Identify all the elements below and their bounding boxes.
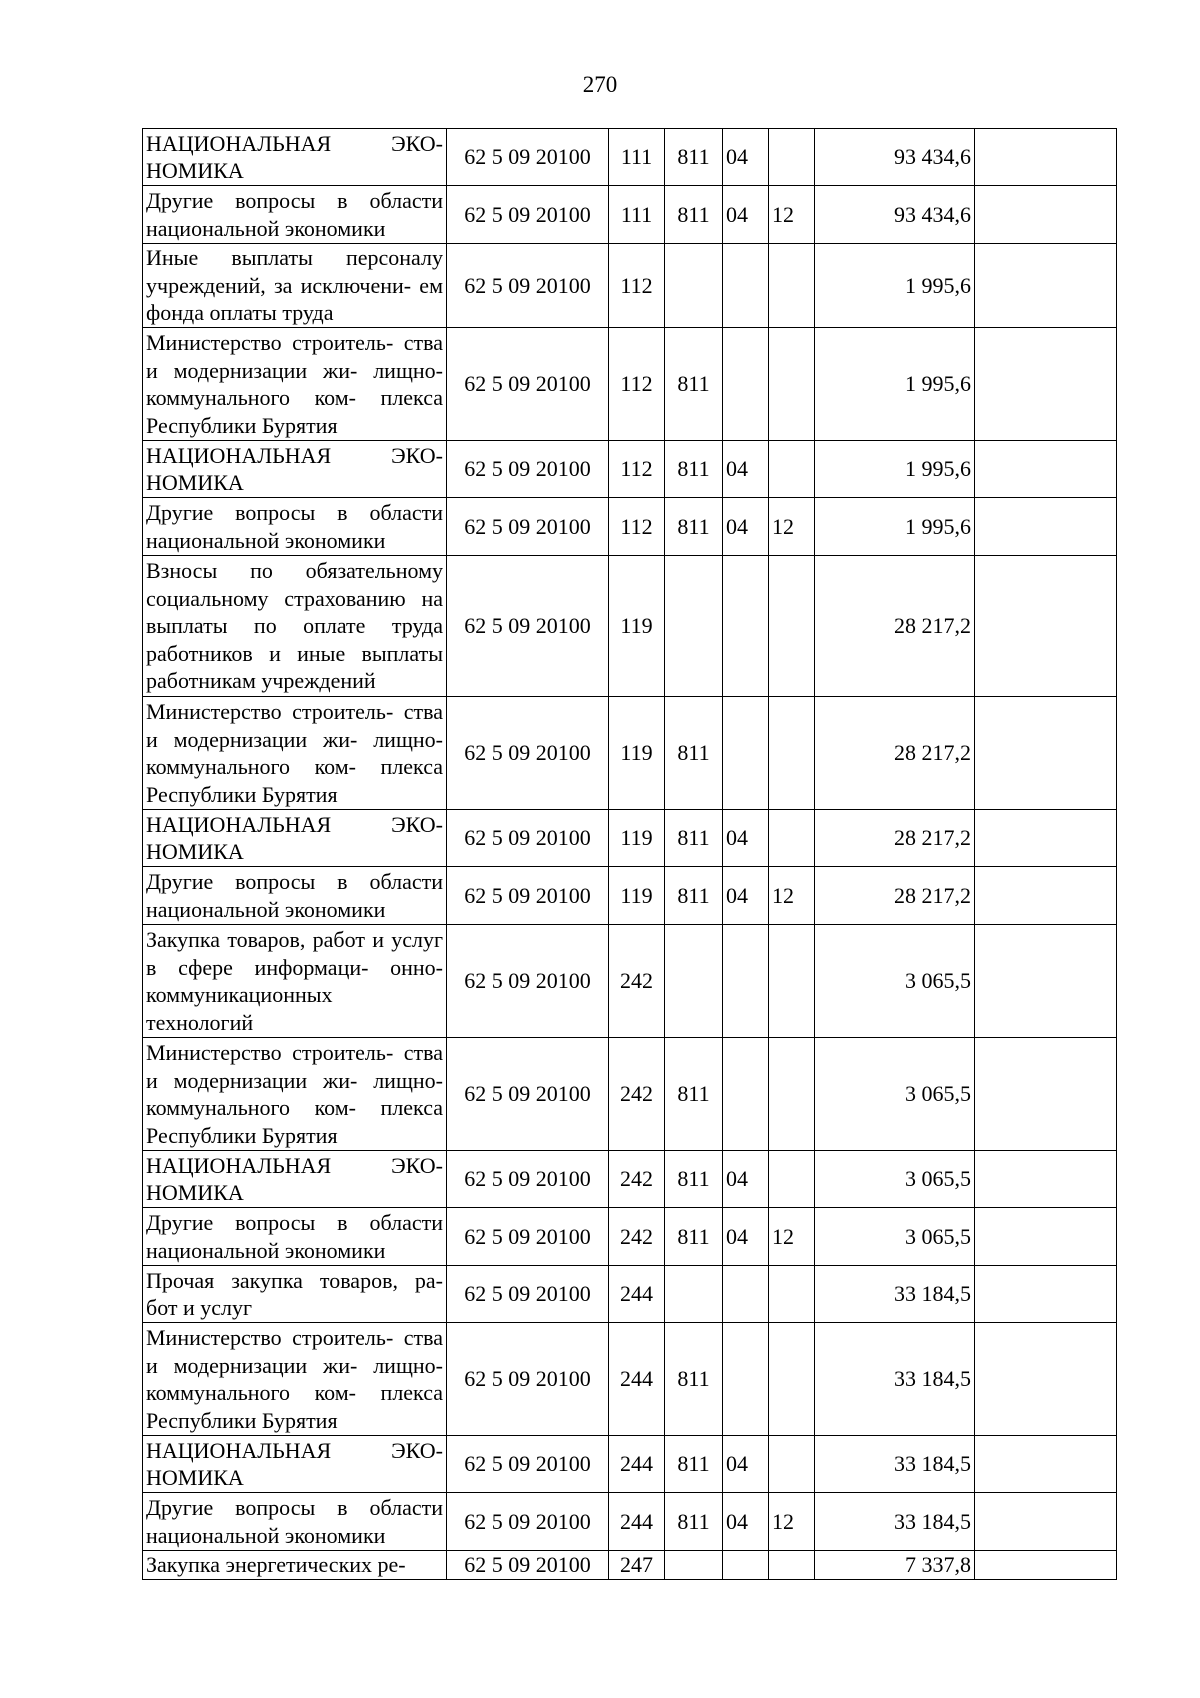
- row-name-cell: Взносы по обязательному социальному страхованию на выплаты по оплате труда работников и иные выплаты работникам учреждений: [143, 556, 447, 697]
- row-name-cell: Другие вопросы в области национальной экономики: [143, 186, 447, 244]
- row-subsection-cell: [769, 129, 815, 186]
- table-row: [143, 1038, 1117, 1151]
- table-row: [143, 697, 1117, 810]
- row-target-code-cell: 62 5 09 20100: [447, 186, 609, 244]
- row-ministry-code-cell: 811: [665, 1323, 723, 1436]
- row-extra-cell: [975, 1151, 1117, 1208]
- row-amount-cell: 33 184,5: [815, 1493, 975, 1551]
- row-expense-type-cell: 111: [609, 129, 665, 186]
- row-name-cell: Иные выплаты персоналу учреждений, за исключени- ем фонда оплаты труда: [143, 244, 447, 328]
- table-row: [143, 925, 1117, 1038]
- row-amount-cell: 93 434,6: [815, 186, 975, 244]
- table-row: [143, 1493, 1117, 1551]
- row-expense-type-cell: 119: [609, 810, 665, 867]
- row-extra-cell: [975, 867, 1117, 925]
- row-expense-type-cell: 242: [609, 925, 665, 1038]
- row-subsection-cell: [769, 441, 815, 498]
- row-ministry-code-cell: 811: [665, 1493, 723, 1551]
- row-amount-cell: 1 995,6: [815, 498, 975, 556]
- row-expense-type-cell: 112: [609, 498, 665, 556]
- row-subsection-cell: 12: [769, 867, 815, 925]
- row-subsection-cell: [769, 1038, 815, 1151]
- row-ministry-code-cell: [665, 925, 723, 1038]
- row-ministry-code-cell: 811: [665, 1038, 723, 1151]
- row-name-cell: НАЦИОНАЛЬНАЯ ЭКО- НОМИКА: [143, 129, 447, 186]
- row-ministry-code-cell: 811: [665, 810, 723, 867]
- page-number: 270: [582, 72, 618, 97]
- row-extra-cell: [975, 1038, 1117, 1151]
- row-extra-cell: [975, 328, 1117, 441]
- row-subsection-cell: 12: [769, 1493, 815, 1551]
- row-target-code-cell: 62 5 09 20100: [447, 1436, 609, 1493]
- row-target-code-cell: 62 5 09 20100: [447, 810, 609, 867]
- row-expense-type-cell: 111: [609, 186, 665, 244]
- row-target-code-cell: 62 5 09 20100: [447, 867, 609, 925]
- row-ministry-code-cell: 811: [665, 867, 723, 925]
- row-subsection-cell: 12: [769, 1208, 815, 1266]
- row-extra-cell: [975, 1493, 1117, 1551]
- row-subsection-cell: 12: [769, 186, 815, 244]
- row-amount-cell: 7 337,8: [815, 1551, 975, 1580]
- row-target-code-cell: 62 5 09 20100: [447, 1266, 609, 1323]
- row-target-code-cell: 62 5 09 20100: [447, 697, 609, 810]
- row-ministry-code-cell: [665, 244, 723, 328]
- row-ministry-code-cell: 811: [665, 1208, 723, 1266]
- row-ministry-code-cell: 811: [665, 186, 723, 244]
- table-row: [143, 1551, 1117, 1580]
- row-amount-cell: 28 217,2: [815, 697, 975, 810]
- row-expense-type-cell: 244: [609, 1436, 665, 1493]
- row-expense-type-cell: 119: [609, 697, 665, 810]
- row-amount-cell: 3 065,5: [815, 1038, 975, 1151]
- table-row: [143, 1436, 1117, 1493]
- row-target-code-cell: 62 5 09 20100: [447, 556, 609, 697]
- row-name-cell: НАЦИОНАЛЬНАЯ ЭКО- НОМИКА: [143, 441, 447, 498]
- row-extra-cell: [975, 186, 1117, 244]
- row-name-cell: Другие вопросы в области национальной экономики: [143, 1493, 447, 1551]
- row-expense-type-cell: 112: [609, 441, 665, 498]
- table-row: [143, 556, 1117, 697]
- row-expense-type-cell: 244: [609, 1266, 665, 1323]
- table-row: [143, 129, 1117, 186]
- row-subsection-cell: [769, 556, 815, 697]
- row-extra-cell: [975, 925, 1117, 1038]
- row-subsection-cell: [769, 1151, 815, 1208]
- row-expense-type-cell: 244: [609, 1323, 665, 1436]
- row-section-cell: 04: [723, 1208, 769, 1266]
- row-ministry-code-cell: [665, 1266, 723, 1323]
- row-subsection-cell: [769, 1266, 815, 1323]
- row-name-cell: Другие вопросы в области национальной экономики: [143, 1208, 447, 1266]
- row-expense-type-cell: 119: [609, 867, 665, 925]
- row-section-cell: [723, 1038, 769, 1151]
- row-extra-cell: [975, 1266, 1117, 1323]
- table-row: [143, 244, 1117, 328]
- row-name-cell: Другие вопросы в области национальной экономики: [143, 498, 447, 556]
- row-ministry-code-cell: 811: [665, 328, 723, 441]
- row-amount-cell: 3 065,5: [815, 1151, 975, 1208]
- table-row: [143, 1323, 1117, 1436]
- row-extra-cell: [975, 1323, 1117, 1436]
- row-extra-cell: [975, 1436, 1117, 1493]
- row-name-cell: НАЦИОНАЛЬНАЯ ЭКО- НОМИКА: [143, 1436, 447, 1493]
- row-ministry-code-cell: 811: [665, 129, 723, 186]
- row-ministry-code-cell: 811: [665, 697, 723, 810]
- table-row: [143, 867, 1117, 925]
- row-ministry-code-cell: 811: [665, 441, 723, 498]
- row-section-cell: 04: [723, 1436, 769, 1493]
- row-extra-cell: [975, 129, 1117, 186]
- row-target-code-cell: 62 5 09 20100: [447, 1038, 609, 1151]
- row-amount-cell: 93 434,6: [815, 129, 975, 186]
- row-subsection-cell: [769, 925, 815, 1038]
- row-subsection-cell: [769, 810, 815, 867]
- row-section-cell: 04: [723, 1493, 769, 1551]
- row-expense-type-cell: 242: [609, 1151, 665, 1208]
- row-section-cell: 04: [723, 1151, 769, 1208]
- row-section-cell: 04: [723, 867, 769, 925]
- row-subsection-cell: [769, 697, 815, 810]
- row-target-code-cell: 62 5 09 20100: [447, 1208, 609, 1266]
- table-row: [143, 186, 1117, 244]
- row-amount-cell: 33 184,5: [815, 1266, 975, 1323]
- budget-table: [142, 128, 1117, 1580]
- row-subsection-cell: [769, 328, 815, 441]
- row-target-code-cell: 62 5 09 20100: [447, 244, 609, 328]
- row-section-cell: [723, 328, 769, 441]
- row-section-cell: [723, 1323, 769, 1436]
- row-target-code-cell: 62 5 09 20100: [447, 1151, 609, 1208]
- row-target-code-cell: 62 5 09 20100: [447, 1551, 609, 1580]
- row-section-cell: [723, 925, 769, 1038]
- row-ministry-code-cell: [665, 1551, 723, 1580]
- row-section-cell: [723, 244, 769, 328]
- row-amount-cell: 3 065,5: [815, 925, 975, 1038]
- row-target-code-cell: 62 5 09 20100: [447, 441, 609, 498]
- row-name-cell: Министерство строитель- ства и модернизации жи- лищно-коммунального ком- плекса Республики Бурятия: [143, 1038, 447, 1151]
- row-ministry-code-cell: [665, 556, 723, 697]
- row-target-code-cell: 62 5 09 20100: [447, 1493, 609, 1551]
- row-ministry-code-cell: 811: [665, 498, 723, 556]
- row-subsection-cell: [769, 1551, 815, 1580]
- budget-table-body: [143, 129, 1117, 1580]
- row-section-cell: [723, 556, 769, 697]
- row-section-cell: [723, 1266, 769, 1323]
- row-section-cell: 04: [723, 498, 769, 556]
- row-amount-cell: 3 065,5: [815, 1208, 975, 1266]
- row-target-code-cell: 62 5 09 20100: [447, 129, 609, 186]
- row-name-cell: Другие вопросы в области национальной экономики: [143, 867, 447, 925]
- row-extra-cell: [975, 810, 1117, 867]
- row-expense-type-cell: 119: [609, 556, 665, 697]
- row-ministry-code-cell: 811: [665, 1436, 723, 1493]
- row-extra-cell: [975, 441, 1117, 498]
- row-name-cell: НАЦИОНАЛЬНАЯ ЭКО- НОМИКА: [143, 810, 447, 867]
- row-amount-cell: 1 995,6: [815, 441, 975, 498]
- row-section-cell: 04: [723, 186, 769, 244]
- row-subsection-cell: 12: [769, 498, 815, 556]
- row-amount-cell: 28 217,2: [815, 867, 975, 925]
- row-amount-cell: 33 184,5: [815, 1323, 975, 1436]
- row-extra-cell: [975, 556, 1117, 697]
- row-extra-cell: [975, 244, 1117, 328]
- row-amount-cell: 28 217,2: [815, 556, 975, 697]
- row-expense-type-cell: 242: [609, 1038, 665, 1151]
- row-extra-cell: [975, 1551, 1117, 1580]
- table-row: [143, 1151, 1117, 1208]
- row-expense-type-cell: 244: [609, 1493, 665, 1551]
- row-name-cell: Закупка товаров, работ и услуг в сфере информаци- онно-коммуникационных технологий: [143, 925, 447, 1038]
- row-amount-cell: 28 217,2: [815, 810, 975, 867]
- row-name-cell: НАЦИОНАЛЬНАЯ ЭКО- НОМИКА: [143, 1151, 447, 1208]
- table-row: [143, 1208, 1117, 1266]
- row-expense-type-cell: 242: [609, 1208, 665, 1266]
- row-expense-type-cell: 112: [609, 244, 665, 328]
- row-extra-cell: [975, 498, 1117, 556]
- row-ministry-code-cell: 811: [665, 1151, 723, 1208]
- table-row: [143, 810, 1117, 867]
- row-name-cell: Министерство строитель- ства и модернизации жи- лищно-коммунального ком- плекса Республики Бурятия: [143, 1323, 447, 1436]
- row-target-code-cell: 62 5 09 20100: [447, 498, 609, 556]
- row-subsection-cell: [769, 244, 815, 328]
- row-extra-cell: [975, 1208, 1117, 1266]
- row-amount-cell: 33 184,5: [815, 1436, 975, 1493]
- row-expense-type-cell: 112: [609, 328, 665, 441]
- row-section-cell: 04: [723, 129, 769, 186]
- table-row: [143, 1266, 1117, 1323]
- row-name-cell: Министерство строитель- ства и модернизации жи- лищно-коммунального ком- плекса Республики Бурятия: [143, 697, 447, 810]
- row-extra-cell: [975, 697, 1117, 810]
- row-target-code-cell: 62 5 09 20100: [447, 925, 609, 1038]
- row-name-cell: Министерство строитель- ства и модернизации жи- лищно-коммунального ком- плекса Республики Бурятия: [143, 328, 447, 441]
- row-section-cell: [723, 697, 769, 810]
- row-amount-cell: 1 995,6: [815, 244, 975, 328]
- table-row: [143, 498, 1117, 556]
- row-amount-cell: 1 995,6: [815, 328, 975, 441]
- table-row: [143, 441, 1117, 498]
- row-subsection-cell: [769, 1323, 815, 1436]
- row-section-cell: [723, 1551, 769, 1580]
- row-expense-type-cell: 247: [609, 1551, 665, 1580]
- row-name-cell: Закупка энергетических ре-: [143, 1551, 447, 1580]
- table-row: [143, 328, 1117, 441]
- row-target-code-cell: 62 5 09 20100: [447, 328, 609, 441]
- row-name-cell: Прочая закупка товаров, ра- бот и услуг: [143, 1266, 447, 1323]
- row-section-cell: 04: [723, 441, 769, 498]
- row-target-code-cell: 62 5 09 20100: [447, 1323, 609, 1436]
- row-subsection-cell: [769, 1436, 815, 1493]
- row-section-cell: 04: [723, 810, 769, 867]
